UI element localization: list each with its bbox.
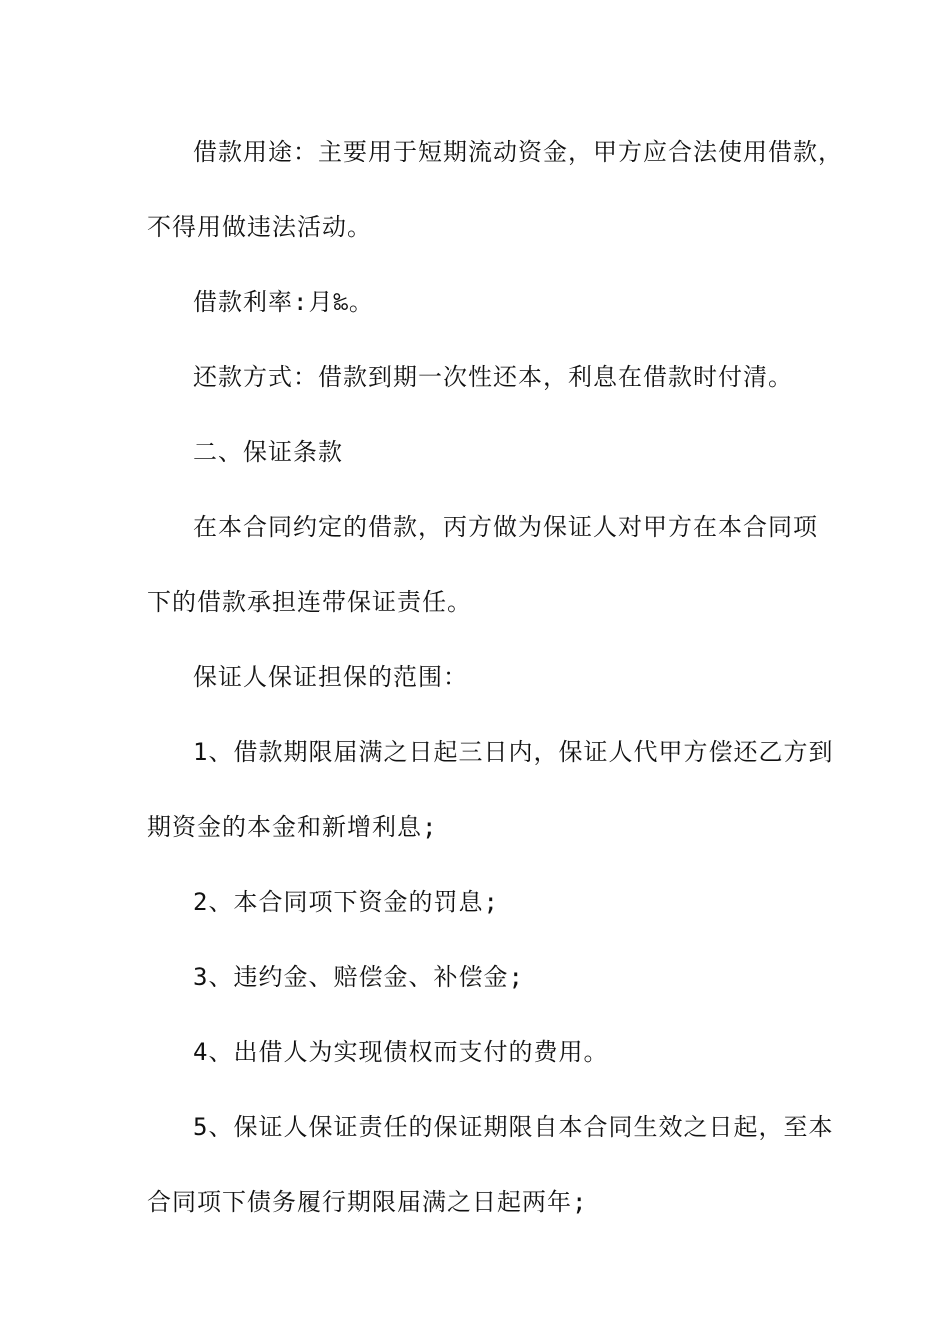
paragraph-loan-purpose-line-1: 借款用途：主要用于短期流动资金，甲方应合法使用借款， [193,138,843,166]
paragraph-guarantee-line-2: 下的借款承担连带保证责任。 [147,588,472,616]
paragraph-guarantee-scope: 保证人保证担保的范围： [193,663,468,691]
paragraph-loan-purpose-line-2: 不得用做违法活动。 [147,213,372,241]
list-item-5-line-1: 5、保证人保证责任的保证期限自本合同生效之日起，至本 [193,1113,834,1141]
section-heading-guarantee: 二、保证条款 [193,438,343,466]
paragraph-guarantee-line-1: 在本合同约定的借款，丙方做为保证人对甲方在本合同项 [193,513,818,541]
paragraph-interest-rate: 借款利率:月‰。 [193,288,374,316]
list-item-5-line-2: 合同项下债务履行期限届满之日起两年; [147,1188,588,1216]
list-item-1-line-2: 期资金的本金和新增利息; [147,813,438,841]
list-item-2: 2、本合同项下资金的罚息; [193,888,499,916]
paragraph-repayment-method: 还款方式：借款到期一次性还本，利息在借款时付清。 [193,363,793,391]
list-item-1-line-1: 1、借款期限届满之日起三日内，保证人代甲方偿还乙方到 [193,738,834,766]
list-item-4: 4、出借人为实现债权而支付的费用。 [193,1038,609,1066]
list-item-3: 3、违约金、赔偿金、补偿金; [193,963,524,991]
